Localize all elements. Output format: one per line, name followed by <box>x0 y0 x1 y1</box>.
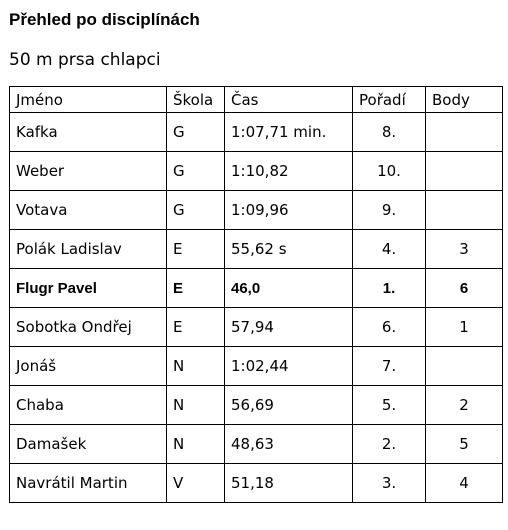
cell-points <box>426 347 503 386</box>
cell-name: Flugr Pavel <box>10 269 167 308</box>
cell-points: 6 <box>426 269 503 308</box>
cell-time: 46,0 <box>225 269 353 308</box>
cell-school: V <box>167 464 225 503</box>
cell-school: N <box>167 347 225 386</box>
cell-school: E <box>167 269 225 308</box>
cell-points: 4 <box>426 464 503 503</box>
cell-school: E <box>167 308 225 347</box>
table-row <box>10 347 503 386</box>
cell-rank: 8. <box>353 113 426 152</box>
cell-rank: 9. <box>353 191 426 230</box>
page-title: Přehled po disciplínách <box>9 10 200 29</box>
cell-time: 1:10,82 <box>225 152 353 191</box>
results-table <box>9 86 503 503</box>
cell-name: Sobotka Ondřej <box>10 308 167 347</box>
cell-school: N <box>167 425 225 464</box>
table-row <box>10 191 503 230</box>
cell-rank: 10. <box>353 152 426 191</box>
cell-name: Weber <box>10 152 167 191</box>
table-row <box>10 113 503 152</box>
cell-name: Kafka <box>10 113 167 152</box>
table-row <box>10 464 503 503</box>
cell-time: 55,62 s <box>225 230 353 269</box>
cell-points: 3 <box>426 230 503 269</box>
cell-rank: 5. <box>353 386 426 425</box>
column-header-name: Jméno <box>10 87 167 113</box>
column-header-rank: Pořadí <box>353 87 426 113</box>
table-body <box>10 113 503 503</box>
column-header-points: Body <box>426 87 503 113</box>
cell-school: G <box>167 113 225 152</box>
cell-time: 1:07,71 min. <box>225 113 353 152</box>
cell-time: 1:02,44 <box>225 347 353 386</box>
cell-school: E <box>167 230 225 269</box>
table-row <box>10 269 503 308</box>
cell-rank: 2. <box>353 425 426 464</box>
table-row <box>10 425 503 464</box>
cell-name: Jonáš <box>10 347 167 386</box>
cell-time: 56,69 <box>225 386 353 425</box>
cell-time: 51,18 <box>225 464 353 503</box>
cell-school: G <box>167 152 225 191</box>
cell-time: 1:09,96 <box>225 191 353 230</box>
discipline-subtitle: 50 m prsa chlapci <box>9 50 161 70</box>
cell-points: 5 <box>426 425 503 464</box>
cell-school: G <box>167 191 225 230</box>
cell-points <box>426 191 503 230</box>
table-row <box>10 152 503 191</box>
cell-name: Navrátil Martin <box>10 464 167 503</box>
cell-name: Chaba <box>10 386 167 425</box>
cell-rank: 1. <box>353 269 426 308</box>
cell-rank: 7. <box>353 347 426 386</box>
table-header-row <box>10 87 503 113</box>
table-row <box>10 386 503 425</box>
cell-school: N <box>167 386 225 425</box>
cell-points: 2 <box>426 386 503 425</box>
cell-rank: 4. <box>353 230 426 269</box>
table-row <box>10 230 503 269</box>
cell-time: 57,94 <box>225 308 353 347</box>
cell-rank: 3. <box>353 464 426 503</box>
cell-rank: 6. <box>353 308 426 347</box>
cell-points <box>426 152 503 191</box>
column-header-time: Čas <box>225 87 353 113</box>
column-header-school: Škola <box>167 87 225 113</box>
table-row <box>10 308 503 347</box>
cell-name: Polák Ladislav <box>10 230 167 269</box>
cell-points: 1 <box>426 308 503 347</box>
cell-name: Votava <box>10 191 167 230</box>
cell-points <box>426 113 503 152</box>
cell-name: Damašek <box>10 425 167 464</box>
cell-time: 48,63 <box>225 425 353 464</box>
